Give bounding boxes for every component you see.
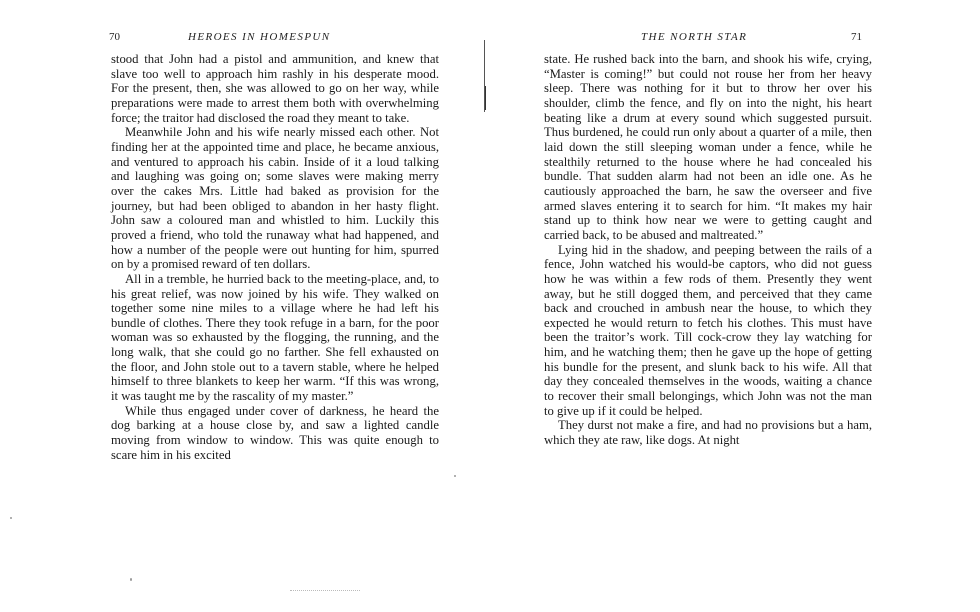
left-page-number: 70 bbox=[109, 31, 120, 43]
paragraph: Lying hid in the shadow, and peeping between the rails of a fence, John watched his would-be captors, who did not guess how he was within a few rods of them. Presently they went away, but he still dogged them, and perceived that they came back and crouched in ambush near the house, to which they expected he would return to fetch his clothes. This must have been the traitor’s work. Till cock-crow they lay watching for him, and he watching them; then he gave up the hope of getting his bundle for the present, and slunk back to his wife. All that day they concealed themselves in the woods, waiting a chance to recover their small belongings, which John was not the man to give up if it could be helped. bbox=[544, 242, 872, 418]
left-running-header: HEROES IN HOMESPUN bbox=[188, 31, 331, 43]
left-page-body bbox=[111, 52, 439, 462]
paragraph: All in a tremble, he hurried back to the meeting-place, and, to his great relief, was now joined by his wife. They walked on together some nine miles to a village where he had left his bundle of clothes. There they took refuge in a barn, for the poor woman was so exhausted by the flogging, the running, and the long walk, that she could go no farther. She fell exhausted on the floor, and John stole out to a tavern stable, where he helped himself to three blankets to keep her warm. “If this was wrong, it was taught me by the rascality of my master.” bbox=[111, 271, 439, 404]
right-running-header: THE NORTH STAR bbox=[641, 31, 748, 43]
scan-smudge bbox=[290, 590, 360, 592]
right-page-number: 71 bbox=[851, 31, 862, 43]
scan-speck bbox=[130, 578, 132, 581]
scan-speck bbox=[454, 475, 456, 477]
paragraph: Meanwhile John and his wife nearly missed each other. Not finding her at the appointed time and place, he became anxious, and ventured to approach his cabin. Inside of it a loud talking and laughing was going on; some slaves were making merry over the cakes Mrs. Little had baked as provision for the journey, but had been obliged to abandon in her hasty flight. John saw a coloured man and whistled to him. Luckily this proved a friend, who told the runaway what had happened, and how a number of the people were out hunting for him, spurred on by a promised reward of ten dollars. bbox=[111, 125, 439, 272]
gutter-line bbox=[485, 86, 486, 110]
paragraph: stood that John had a pistol and ammunition, and knew that slave too well to approach him rashly in his desperate mood. For the present, then, she was allowed to go on her way, while preparations were made to arrest them both with overwhelming force; the traitor had disclosed the road they meant to take. bbox=[111, 52, 439, 125]
paragraph: While thus engaged under cover of darkness, he heard the dog barking at a house close by, and saw a lighted candle moving from window to window. This was quite enough to scare him in his excited bbox=[111, 403, 439, 462]
right-page-body bbox=[544, 52, 872, 448]
paragraph: They durst not make a fire, and had no provisions but a ham, which they ate raw, like dogs. At night bbox=[544, 418, 872, 448]
right-page bbox=[490, 0, 980, 612]
paragraph: state. He rushed back into the barn, and shook his wife, crying, “Master is coming!” but could not rouse her from her heavy sleep. There was nothing for it but to throw her over his shoulder, climb the fence, and fly on into the night, his heart beating like a drum at every sound which suggested pursuit. Thus burdened, he could run only about a quarter of a mile, then laid down the still sleeping woman under a fence, while he stealthily returned to the house where he had concealed his bundle. That sudden alarm had not been an idle one. As he cautiously approached the barn, he saw the overseer and five armed slaves entering it to search for him. “It makes my hair stand up to think how near we were to getting caught and carried back, to be abused and maltreated.” bbox=[544, 52, 872, 242]
scan-speck bbox=[10, 517, 12, 519]
